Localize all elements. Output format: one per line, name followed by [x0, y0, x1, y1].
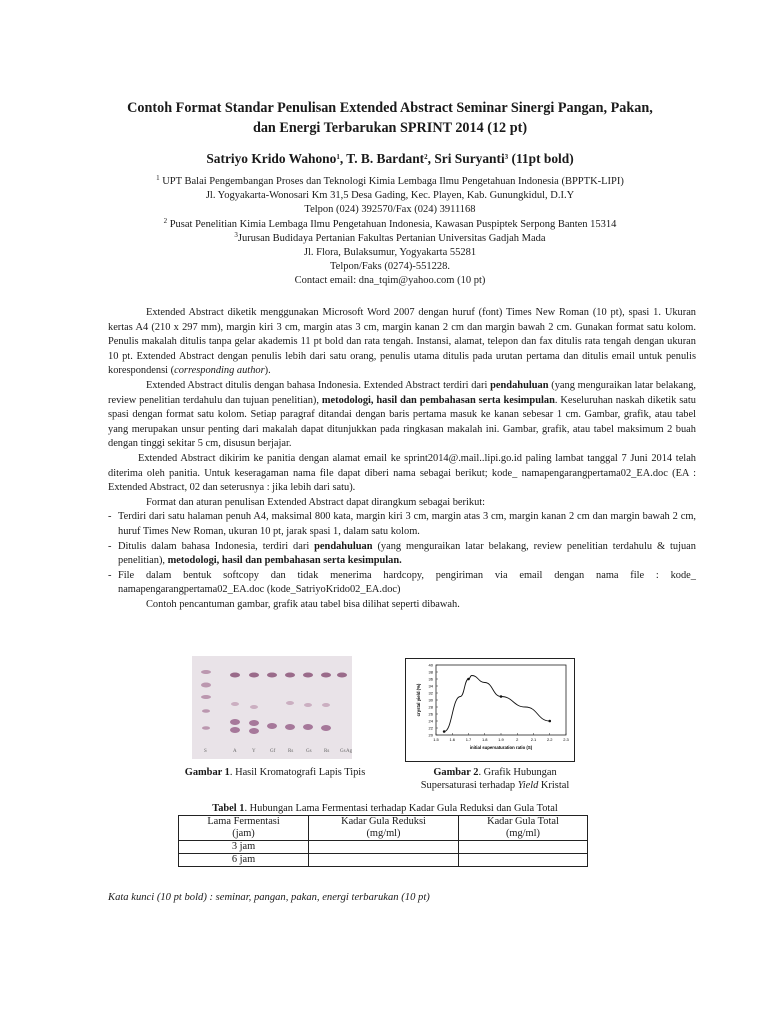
paragraph-5: Contoh pencantuman gambar, grafik atau tabel bisa dilihat seperti dibawah.	[146, 598, 460, 610]
x-tick-label: 2.1	[530, 737, 537, 742]
list-dash: -	[108, 540, 112, 552]
y-tick-label: 32	[428, 690, 433, 696]
header-line: (mg/ml)	[366, 828, 401, 839]
paragraph-1	[108, 306, 696, 379]
paragraph-2	[108, 379, 696, 452]
paragraph-2-text-d: . Keseluruhan naskah diketik satu spasi dengan format satu kolom. Setiap paragraf ditandai dengan baris pertama masuk ke kanan sebesar 1 cm. Gambar, grafik, atau tabel yang merupakan unsur penting dari makalah dapat ditunjukkan pada ringkasan makalah ini. Gambar, grafik, atau tabel maksimum 2 buah dengan tinggi sekitar 5 cm, disusun berjajar.	[108, 394, 696, 450]
figure-1-caption-text: . Hasil Kromatografi Lapis Tipis	[229, 767, 366, 778]
y-tick-label: 28	[428, 704, 433, 710]
list-item	[108, 540, 696, 569]
affiliation-1-text: UPT Balai Pengembangan Proses dan Teknologi Kimia Lembaga Ilmu Pengetahuan Indonesia (BPPTK-LIPI)	[159, 176, 624, 187]
list-item	[108, 510, 696, 539]
paper-title	[95, 98, 685, 138]
y-tick-label: 26	[428, 711, 433, 717]
tlc-lane-label: Gf	[270, 749, 276, 754]
table-row	[179, 841, 588, 854]
data-point	[500, 695, 503, 698]
affiliation-1	[95, 175, 685, 189]
title-line-2: dan Energi Terbarukan SPRINT 2014 (12 pt)	[252, 120, 528, 136]
figure-2-caption-line-1	[390, 766, 600, 779]
affiliation-1-phone: Telpon (024) 392570/Fax (024) 3911168	[304, 204, 476, 216]
tlc-lane-label: Rs	[288, 749, 294, 754]
y-tick-label: 40	[428, 662, 433, 668]
figure-1-caption	[160, 766, 390, 779]
affiliation-3-phone: Telpon/Faks (0274)-551228.	[329, 261, 450, 273]
tlc-lane-label: Rs	[324, 749, 330, 754]
list-item	[108, 569, 696, 598]
data-point	[443, 730, 446, 733]
table-header-cell	[179, 816, 309, 841]
author-sep-1: , T. B. Bardant	[339, 151, 425, 166]
series-line	[444, 676, 550, 732]
keywords: Kata kunci (10 pt bold) : seminar, pangan, pakan, energi terbarukan (10 pt)	[108, 892, 430, 903]
tlc-plate-drawing	[192, 656, 352, 759]
tlc-lane-label: A	[233, 749, 237, 754]
abstract-body	[108, 306, 696, 612]
x-axis-label: initial supersaturation ratio (S)	[469, 745, 533, 750]
yield-chart-svg	[406, 659, 574, 761]
author-1-mark: 1	[336, 153, 340, 161]
x-tick-label: 2	[516, 737, 519, 742]
table-cell	[458, 854, 587, 867]
table-header-cell	[458, 816, 587, 841]
header-line: Kadar Gula Total	[487, 816, 559, 827]
table-cell	[309, 841, 459, 854]
figure-2-caption-line-2	[390, 779, 600, 792]
author-sep-2: , Sri Suryanti	[427, 151, 505, 166]
header-line: (jam)	[232, 828, 255, 839]
author-2-mark: 2	[424, 153, 428, 161]
table-cell: 6 jam	[179, 854, 309, 867]
x-tick-label: 2.2	[546, 737, 553, 742]
author-list	[95, 150, 685, 168]
tlc-lane-label: Gs	[306, 749, 312, 754]
y-tick-label: 38	[428, 669, 433, 675]
fermentation-table	[178, 815, 588, 867]
table-1-label: Tabel 1	[212, 803, 245, 814]
affiliation-2-text: Pusat Penelitian Kimia Lembaga Ilmu Pengetahuan Indonesia, Kawasan Puspiptek Serpong Banten 15314	[167, 218, 617, 230]
y-tick-label: 30	[428, 697, 433, 703]
author-3-mark: 3	[504, 153, 509, 161]
table-cell: 3 jam	[179, 841, 309, 854]
tlc-lane-label: Ag	[346, 749, 352, 754]
figure-1-label: Gambar 1	[184, 767, 230, 778]
plot-area	[436, 665, 566, 735]
figure-2-caption-text-b: Supersaturasi terhadap	[420, 780, 518, 791]
list-item-text: Ditulis dalam bahasa Indonesia, terdiri dari	[118, 540, 315, 552]
list-item-text: Terdiri dari satu halaman penuh A4, maksimal 800 kata, margin kiri 3 cm, margin atas 3 cm, margin kanan 2 cm dan margin bawah 2 cm, huruf Times New Roman, ukuran 10 pt, jarak spasi 1, dalam satu kolom.	[118, 511, 696, 537]
y-tick-label: 24	[428, 718, 433, 724]
tlc-lane-label: S	[204, 749, 207, 754]
paragraph-3: Extended Abstract dikirim ke panitia dengan alamat email ke sprint2014@.mail..lipi.go.id paling lambat tanggal 7 Juni 2014 telah diterima oleh panitia. Untuk keseragaman nama file dapat diberi nama sebagai berikut; kode_ namapengarangpertama02_EA.doc (EA : Extended Abstract, 02 dan seterusnya : jika lebih dari satu).	[108, 452, 696, 494]
paragraph-2-bold-1: pendahuluan	[490, 379, 549, 391]
affiliation-2	[95, 218, 685, 232]
affiliation-2-mark: 2	[163, 216, 168, 225]
header-line: (mg/ml)	[505, 828, 540, 839]
table-header-row	[179, 816, 588, 841]
affiliation-3-text: Jurusan Budidaya Pertanian Fakultas Pertanian Universitas Gadjah Mada	[237, 232, 546, 244]
paragraph-4: Format dan aturan penulisan Extended Abstract dapat dirangkum sebagai berikut:	[146, 496, 486, 508]
table-cell	[458, 841, 587, 854]
list-item-text: (yang menguraikan latar belakang, review penelitian terdahulu & tujuan penelitian),	[118, 540, 696, 567]
paragraph-2-text-c: (yang menguraikan latar belakang, review penelitian terdahulu dan tujuan penelitian),	[108, 379, 696, 406]
figure-2-caption	[390, 766, 600, 792]
data-point	[548, 720, 551, 723]
paragraph-1-italic: corresponding author	[174, 365, 265, 377]
tlc-plate-image	[192, 656, 352, 759]
yield-chart	[405, 658, 575, 762]
paragraph-1-text: Extended Abstract diketik menggunakan Microsoft Word 2007 dengan huruf (font) Times New Roman (10 pt), spasi 1. Ukuran kertas A4 (210 x 297 mm), margin kiri 3 cm, margin atas 3 cm, margin kanan 2 cm dan margin bawah 2 cm. Gunakan format satu kolom. Penulis makalah ditulis tanpa gelar akademis 11 pt bold dan rata tengah. Instansi, alamat, telepon dan fax ditulis rata tengah dengan ukuran 10 pt. Extended Abstract dengan penulis lebih dari satu orang, penulis utama ditulis pada urutan pertama dan ditulis email untuk penulis korespondensi (	[108, 307, 696, 377]
table-row	[179, 854, 588, 867]
x-tick-label: 1.7	[465, 737, 472, 742]
header-line: Lama Fermentasi	[207, 816, 280, 827]
y-tick-label: 22	[428, 725, 433, 731]
x-tick-label: 1.9	[498, 737, 504, 742]
data-point	[467, 678, 470, 681]
tlc-lane-label: Gs	[340, 749, 346, 754]
table-1-caption	[150, 802, 620, 815]
author-1: Satriyo Krido Wahono	[206, 151, 337, 166]
contact-email: Contact email: dna_tqim@yahoo.com (10 pt)	[294, 275, 486, 287]
list-dash: -	[108, 569, 112, 581]
title-line-1: Contoh Format Standar Penulisan Extended Abstract Seminar Sinergi Pangan, Pakan,	[127, 100, 653, 116]
y-tick-label: 36	[428, 676, 433, 682]
paragraph-1-end: ).	[264, 365, 271, 377]
figure-2-label: Gambar 2	[433, 767, 479, 778]
list-item-bold: metodologi, hasil dan pembahasan serta kesimpulan.	[167, 555, 402, 567]
format-rules-list	[108, 510, 696, 598]
list-dash: -	[108, 511, 112, 523]
y-tick-label: 34	[428, 683, 433, 689]
x-tick-label: 2.3	[563, 737, 569, 742]
affiliation-3-mark: 3	[234, 230, 238, 239]
table-cell	[309, 854, 459, 867]
author-note: (11pt bold)	[508, 151, 574, 166]
table-header-cell	[309, 816, 459, 841]
x-tick-label: 1.8	[481, 737, 488, 742]
table-1-caption-text: . Hubungan Lama Fermentasi terhadap Kadar Gula Reduksi dan Gula Total	[244, 803, 558, 814]
figure-2-caption-italic: Yield	[517, 780, 539, 791]
list-item-text: File dalam bentuk softcopy dan tidak menerima hardcopy, pengiriman via email dengan nama file : kode_ namapengarangpertama02_EA.doc (kode_SatriyoKrido02_EA.doc)	[118, 569, 696, 596]
figure-2-caption-text: . Grafik Hubungan	[478, 767, 557, 778]
figure-2-caption-text-c: Kristal	[538, 780, 570, 791]
x-tick-label: 1.6	[449, 737, 456, 742]
y-tick-label: 20	[428, 732, 433, 738]
affiliation-3-address: Jl. Flora, Bulaksumur, Yogyakarta 55281	[303, 247, 477, 259]
list-item-bold: pendahuluan	[314, 540, 373, 552]
affiliation-3	[95, 232, 685, 246]
tlc-lane-label: Y	[252, 749, 256, 754]
paragraph-2-text-a: Extended Abstract ditulis dengan bahasa Indonesia. Extended Abstract terdiri dari	[146, 379, 491, 391]
x-tick-label: 1.5	[433, 737, 439, 742]
y-axis-label: crystal yield (%)	[416, 683, 421, 717]
affiliations	[95, 175, 685, 289]
affiliation-1-address: Jl. Yogyakarta-Wonosari Km 31,5 Desa Gading, Kec. Playen, Kab. Gunungkidul, D.I.Y	[205, 190, 575, 202]
paragraph-2-bold-2: metodologi, hasil dan pembahasan serta kesimpulan	[321, 394, 555, 406]
affiliation-1-mark: 1	[156, 174, 160, 182]
header-line: Kadar Gula Reduksi	[341, 816, 426, 827]
